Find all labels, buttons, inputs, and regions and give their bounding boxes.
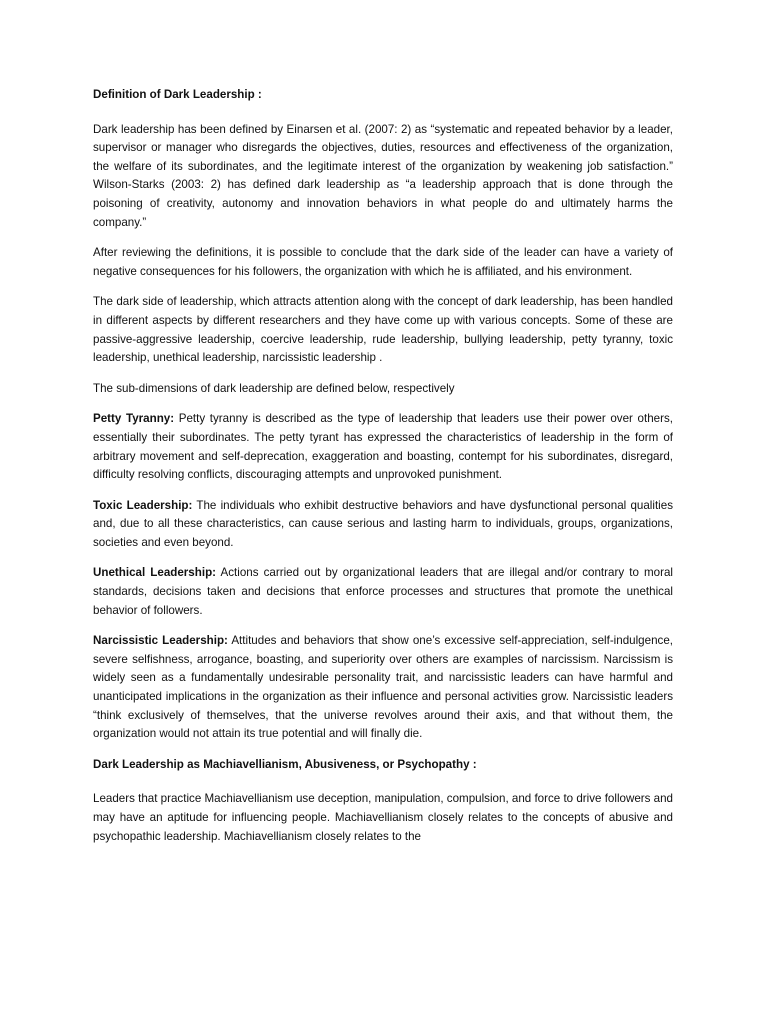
petty-tyranny-paragraph xyxy=(93,410,673,484)
definition-paragraph: Dark leadership has been defined by Einarsen et al. (2007: 2) as “systematic and repeated behavior by a leader, supervisor or manager who disregards the objectives, duties, resources and effectiveness of the organization, the welfare of its subordinates, and the legitimate interest of the organization by weakening job satisfaction.” Wilson-Starks (2003: 2) has defined dark leadership as “a leadership approach that is done through the poisoning of creativity, autonomy and innovation behaviors in what people do and ultimately harms the company.” xyxy=(93,122,673,229)
petty-tyranny-text: Petty tyranny is described as the type of leadership that leaders use their power over others, essentially their subordinates. The petty tyrant has expressed the characteristics of leadership in the form of arbitrary movement and self-deprecation, exaggeration and boasting, contempt for his subordinates, disregard, difficulty resolving conflicts, discouraging attempts and unprovoked punishment. xyxy=(93,412,673,482)
narcissistic-leadership-term: Narcissistic Leadership: xyxy=(93,634,228,648)
toxic-leadership-text: The individuals who exhibit destructive behaviors and have dysfunctional personal qualities and, due to all these characteristics, can cause serious and lasting harm to individuals, groups, organizations, societies and even beyond. xyxy=(93,498,673,549)
definition-heading: Definition of Dark Leadership : xyxy=(93,88,262,101)
unethical-leadership-paragraph xyxy=(93,564,673,620)
machiavellianism-heading: Dark Leadership as Machiavellianism, Abusiveness, or Psychopathy : xyxy=(93,757,477,771)
unethical-leadership-term: Unethical Leadership: xyxy=(93,566,217,580)
toxic-leadership-paragraph xyxy=(93,497,673,553)
machiavellianism-paragraph: Leaders that practice Machiavellianism use deception, manipulation, compulsion, and force to drive followers and may have an aptitude for influencing people. Machiavellianism closely relates to the concepts of abusive and psychopathic leadership. Machiavellianism closely relates to the xyxy=(93,792,674,843)
subdimensions-paragraph: The sub-dimensions of dark leadership are defined below, respectively xyxy=(93,381,455,395)
concepts-paragraph: The dark side of leadership, which attracts attention along with the concept of dark leadership, has been handled in different aspects by different researchers and they have come up with various concepts. Some of these are passive-aggressive leadership, coercive leadership, rude leadership, bullying leadership, petty tyranny, toxic leadership, unethical leadership, narcissistic leadership . xyxy=(93,295,673,365)
review-paragraph: After reviewing the definitions, it is possible to conclude that the dark side of the leader can have a variety of negative consequences for his followers, the organization with which he is affiliated, and his environment. xyxy=(93,246,673,278)
unethical-leadership-text: Actions carried out by organizational leaders that are illegal and/or contrary to moral standards, decisions taken and decisions that enforce processes and structures that promote the unethical behavior of followers. xyxy=(93,566,674,617)
document-page xyxy=(93,86,673,858)
petty-tyranny-term: Petty Tyranny: xyxy=(93,412,175,426)
narcissistic-leadership-paragraph xyxy=(93,632,673,744)
toxic-leadership-term: Toxic Leadership: xyxy=(93,498,193,512)
narcissistic-leadership-text: Attitudes and behaviors that show one’s excessive self-appreciation, self-indulgence, severe selfishness, arrogance, boasting, and superiority over others are examples of narcissism. Narcissism is widely seen as a fundamentally undesirable personality trait, and narcissistic leaders can have harmful and unanticipated implications in the organization as their influence and personal activities grow. Narcissistic leaders “think exclusively of themselves, that the universe revolves around their axis, and that without them, the organization would not attain its true potential and will finally die. xyxy=(93,634,673,741)
